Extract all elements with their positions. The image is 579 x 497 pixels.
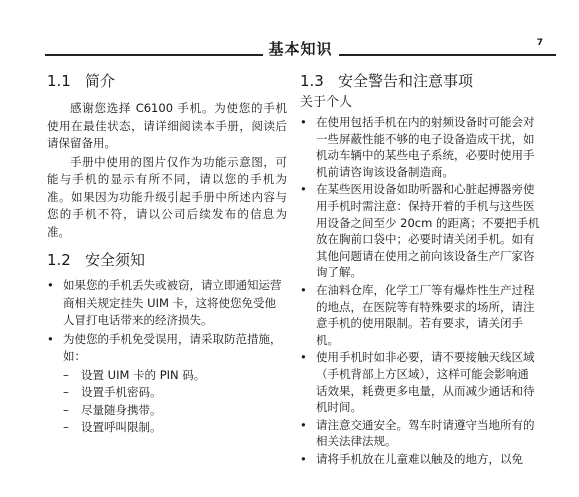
sub-list-item: – 设置 UIM 卡的 PIN 码。	[47, 367, 287, 385]
section-heading-intro	[47, 70, 287, 92]
bullet-icon: •	[300, 282, 307, 297]
safety-list	[47, 277, 287, 366]
bullet-icon: •	[300, 182, 307, 197]
bullet-icon: •	[300, 451, 307, 466]
dash-icon: –	[63, 367, 69, 382]
bullet-icon: •	[300, 115, 307, 129]
intro-paragraph: 手册中使用的图片仅作为功能示意图，可能与手机的显示有所不同，请以您的手机为准。如果因为功能升级引起手册中所述内容与您的手机不符，请以公司后续发布的信息为准。	[47, 154, 287, 239]
list-item: • 在使用包括手机在内的射频设备时可能会对一些屏蔽性能不够的电子设备造成干扰，如机动车辆中的某些电子系统，必要时使用手机前请咨询该设备制造商。	[300, 115, 535, 179]
section-title: 安全须知	[85, 251, 146, 269]
list-item: • 为使您的手机免受误用，请采取防范措施， 如：	[47, 331, 282, 363]
list-item: • 请将手机放在儿童难以触及的地方，以免	[300, 451, 523, 466]
page-title: 基本知识	[262, 38, 338, 59]
sub-list-item: – 设置呼叫限制。	[47, 419, 287, 437]
section-title: 简介	[85, 72, 116, 90]
list-item: • 如果您的手机丢失或被窃，请立即通知运营商相关规定挂失 UIM 卡，这将使您免受他人冒打电话带来的经济损失。	[47, 278, 282, 327]
left-column	[47, 70, 287, 437]
bullet-icon: •	[47, 331, 54, 346]
page-header	[45, 38, 556, 60]
warnings-list	[300, 114, 540, 467]
precaution-sublist	[47, 367, 287, 437]
section-heading-safety	[47, 249, 287, 271]
list-item: • 请注意交通安全。驾车时请遵守当地所有的相关法律法规。	[300, 417, 535, 449]
section-heading-warnings	[300, 70, 540, 92]
sub-list-item: – 尽量随身携带。	[47, 402, 287, 420]
dash-icon: –	[63, 402, 69, 417]
section-number: 1.2	[47, 251, 71, 269]
list-item: • 在某些医用设备如助听器和心脏起搏器旁使用手机时需注意：保持开着的手机与这些医用设备之间至少 20cm 的距离；不要把手机放在胸前口袋中；必要时请关闭手机。如有其他问题请在使用之前向该设备生产厂家咨询了解。	[300, 182, 540, 280]
section-number: 1.1	[47, 72, 71, 90]
dash-icon: –	[63, 420, 69, 434]
bullet-icon: •	[47, 278, 54, 292]
bullet-icon: •	[300, 417, 307, 432]
subheading-personal: 关于个人	[300, 95, 353, 110]
bullet-icon: •	[300, 350, 307, 365]
section-number: 1.3	[300, 72, 324, 90]
dash-icon: –	[63, 385, 69, 399]
list-item: • 使用手机时如非必要，请不要接触天线区域（手机背部上方区域），这样可能会影响通话效果，耗费更多电量，从而减少通话和待机时间。	[300, 350, 535, 415]
sub-list-item: – 设置手机密码。	[47, 384, 287, 402]
section-title: 安全警告和注意事项	[338, 72, 474, 90]
list-item: • 在油料仓库，化学工厂等有爆炸性生产过程的地点，在医院等有特殊要求的场所，请注意手机的使用限制。若有要求，请关闭手机。	[300, 282, 535, 347]
right-column	[300, 70, 540, 468]
intro-paragraph: 感谢您选择 C6100 手机。为使您的手机使用在最佳状态，请详细阅读本手册，阅读后请保留备用。	[47, 101, 287, 150]
page-number: 7	[536, 38, 543, 48]
